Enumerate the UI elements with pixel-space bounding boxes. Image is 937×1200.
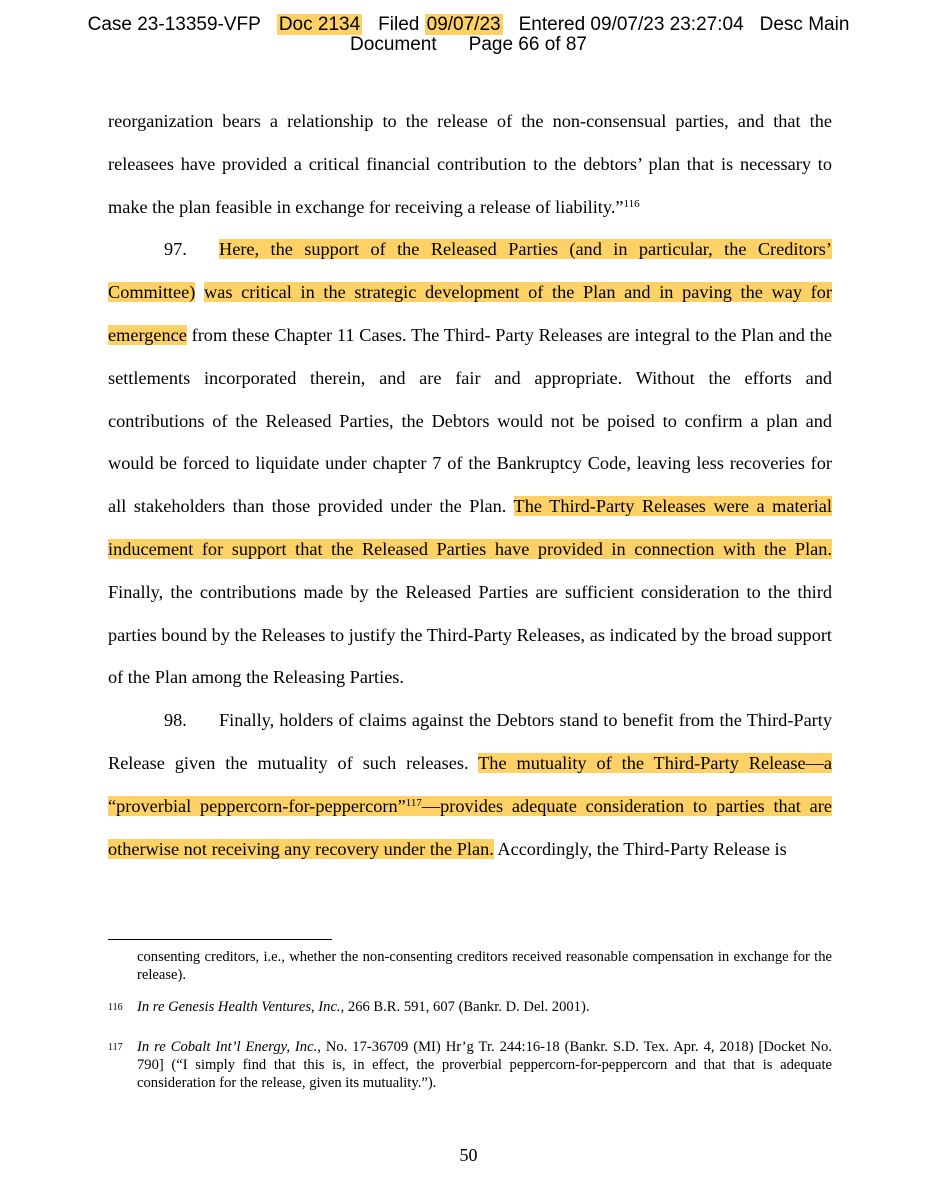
filed-date: 09/07/23 [426,14,501,35]
paragraph-continued: reorganization bears a relationship to the release of the non-consensual parties, and that the releasees have provided a critical financial contribution to the debtors’ plan that is necessary to make the plan feasible in exchange for receiving a release of liability.”$^{116}$ [108,111,832,217]
case-name: In re Genesis Health Ventures, Inc. [137,999,341,1015]
highlight: The Third-Party Releases were a material inducement for support that the Released Parties have provided in connection with the Plan. [108,496,832,559]
case-name: In re Cobalt Int’l Energy, Inc. [137,1039,318,1055]
highlight: was critical in the strategic development of the Plan and in paving the way for emergence [108,282,832,345]
footnote-ref-117: 117 [405,796,422,809]
paragraph-number-97: 97. [164,239,187,260]
doc-number: Doc 2134 [278,14,361,35]
highlight: Here, the support of the Released Parties (and in particular, the Creditors’ Committee) [108,239,832,303]
paragraph-number-98: 98. [164,710,187,731]
case-number: Case 23-13359-VFP [87,14,261,35]
ecf-header-line-2 [0,34,937,55]
body-text [108,100,832,870]
paragraph-97: 97. Here, the support of the Released Parties (and in particular, the Creditors’ Committee) was critical in the strategic development of the Plan and in paving the way for emergence from these Chapter 11 Cases. The Third- Party Releases are integral to the Plan and the settlements incorporated therein, and are fair and appropriate. Without the efforts and contributions of the Released Parties, the Debtors would not be poised to confirm a plan and would be forced to liquidate under chapter 7 of the Bankruptcy Code, leaving less recoveries for all stakeholders than those provided under the Plan. The Third-Party Releases were a material inducement for support that the Released Parties have provided in connection with the Plan. Finally, the contributions made by the Released Parties are sufficient consideration to the third parties bound by the Releases to justify the Third-Party Releases, as indicated by the broad support of the Plan among the Releasing Parties. [108,228,832,699]
paragraph-98: 98. Finally, holders of claims against the Debtors stand to benefit from the Third-Party Release given the mutuality of such releases. The mutuality of the Third-Party Release—a “proverbial peppercorn-for-peppercorn”$^{117}$—provides adequate consideration to parties that are otherwise not receiving any recovery under the Plan. Accordingly, the Third-Party Release is [108,699,832,870]
footnote-117: In re Cobalt Int’l Energy, Inc., No. 17-36709 (MI) Hr’g Tr. 244:16-18 (Bankr. S.D. Tex. Apr. 4, 2018) [Docket No. 790] (“I simply find that this is, in effect, the proverbial peppercorn-for-peppercorn and that that is adequate consideration for the release, given its mutuality.”). [137,1039,832,1091]
desc-main: Desc Main [759,14,850,35]
footnote-116: In re Genesis Health Ventures, Inc., 266 B.R. 591, 607 (Bankr. D. Del. 2001). [137,999,590,1015]
footnote-continued: consenting creditors, i.e., whether the non-consenting creditors received reasonable compensation in exchange for the release). [137,949,832,983]
footnote-separator [108,939,332,940]
document-label: Document [350,34,437,55]
entered-date: Entered 09/07/23 23:27:04 [518,14,744,35]
page-number: 50 [459,1145,478,1165]
page-of: Page 66 of 87 [468,34,587,55]
ecf-header-line-1 [0,14,937,35]
filed-label: Filed [378,14,420,35]
footnote-number-116: 116 [108,1002,123,1013]
footnote-number-117: 117 [108,1042,123,1053]
footnote-ref-116: 116 [623,197,640,210]
highlight: The mutuality of the Third-Party Release—a “proverbial peppercorn-for-peppercorn”$^{117}$—provides adequate consideration to parties that are otherwise not receiving any recovery under the Plan. [108,752,833,859]
